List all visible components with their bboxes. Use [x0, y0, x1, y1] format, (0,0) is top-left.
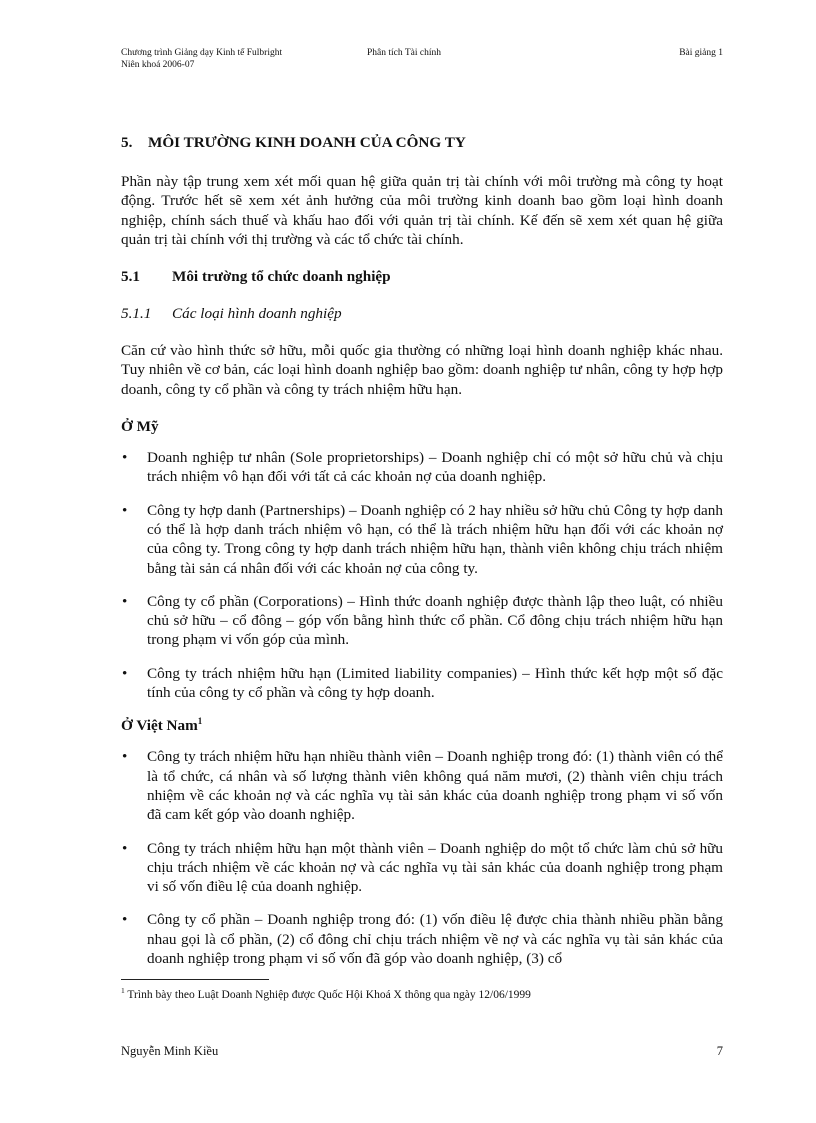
- bullet-icon: •: [122, 592, 128, 610]
- list-item-text: Công ty trách nhiệm hữu hạn nhiều thành viên – Doanh nghiệp trong đó: (1) thành viên có thể là tổ chức, cá nhân và số lượng thành viên không quá năm mươi, (2) thành viên chịu trách nhiệm về các khoản nợ và các nghĩa vụ tài sản khác của doanh nghiệp trong phạm vi số vốn đã cam kết góp vào doanh nghiệp.: [147, 748, 723, 824]
- footnote-reference[interactable]: 1: [197, 716, 203, 727]
- list-item-text: Công ty trách nhiệm hữu hạn một thành viên – Doanh nghiệp do một tổ chức làm chủ sở hữu chịu trách nhiệm về các khoản nợ và các nghĩa vụ tài sản khác của doanh nghiệp trong phạm vi số vốn điều lệ của doanh nghiệp.: [147, 839, 723, 896]
- list-item: [121, 839, 723, 897]
- page-header: [121, 47, 723, 77]
- list-item: [121, 448, 723, 487]
- subsection-heading: [121, 267, 723, 287]
- vietnam-business-types-list: [121, 747, 723, 968]
- usa-business-types-list: [121, 448, 723, 702]
- page-number: 7: [716, 1044, 723, 1058]
- page-footer: [121, 1044, 723, 1062]
- header-left: [121, 47, 282, 71]
- vietnam-heading: [121, 716, 723, 736]
- list-item: [121, 664, 723, 703]
- bullet-icon: •: [122, 911, 128, 929]
- header-academic-year: Niên khoá 2006-07: [121, 60, 195, 70]
- header-program: Chương trình Giảng dạy Kinh tế Fulbright: [121, 48, 283, 58]
- list-item: [121, 747, 723, 824]
- list-item: [121, 501, 723, 578]
- page-body: [121, 133, 723, 982]
- subsection-title: Môi trường tổ chức doanh nghiệp: [172, 268, 391, 286]
- subsubsection-intro-paragraph: Căn cứ vào hình thức sở hữu, mỗi quốc gia thường có những loại hình doanh nghiệp khác nhau. Tuy nhiên về cơ bản, các loại hình doanh nghiệp bao gồm: doanh nghiệp tư nhân, công ty hợp hợp doanh, công ty cổ phần và công ty trách nhiệm hữu hạn.: [121, 342, 723, 398]
- footnote: [121, 988, 723, 1002]
- footnote-text: Trình bày theo Luật Doanh Nghiệp được Quốc Hội Khoá X thông qua ngày 12/06/1999: [127, 989, 531, 1001]
- vietnam-heading-text: Ở Việt Nam: [121, 717, 198, 735]
- section-title: MÔI TRƯỜNG KINH DOANH CỦA CÔNG TY: [148, 134, 466, 151]
- list-item-text: Công ty hợp danh (Partnerships) – Doanh nghiệp có 2 hay nhiều sở hữu chủ Công ty hợp danh có thể là hợp danh trách nhiệm vô hạn, có thể là trách nhiệm hữu hạn đối với các khoản nợ của công ty. Trong công ty hợp danh trách nhiệm hữu hạn, thành viên không chịu trách nhiệm bằng tài sản cá nhân đối với các khoản nợ của công ty.: [147, 501, 723, 577]
- list-item-text: Công ty cổ phần (Corporations) – Hình thức doanh nghiệp được thành lập theo luật, có nhiều chủ sở hữu – cổ đông – góp vốn bằng hình thức cổ phần. Cổ đông chịu trách nhiệm hữu hạn trong phạm vi vốn góp của mình.: [147, 592, 723, 649]
- footnote-marker: 1: [121, 986, 125, 996]
- section-number: 5.: [121, 134, 133, 151]
- bullet-icon: •: [122, 748, 128, 766]
- subsubsection-number: 5.1.1: [121, 305, 152, 323]
- footer-author: Nguyễn Minh Kiều: [121, 1044, 219, 1058]
- list-item-text: Công ty trách nhiệm hữu hạn (Limited liability companies) – Hình thức kết hợp một số đặc tính của công ty cổ phần và công ty hợp doanh.: [147, 664, 723, 702]
- bullet-icon: •: [122, 501, 128, 519]
- usa-heading: Ở Mỹ: [121, 418, 159, 436]
- section-heading: [121, 133, 723, 153]
- section-intro-paragraph: Phần này tập trung xem xét mối quan hệ giữa quản trị tài chính với môi trường mà công ty hoạt động. Trước hết sẽ xem xét ảnh hưởng của môi trường kinh doanh bao gồm loại hình doanh nghiệp, chính sách thuế và khấu hao đối với quản trị tài chính. Kế đến sẽ xem xét quan hệ giữa quản trị tài chính với thị trường và các tổ chức tài chính.: [121, 173, 723, 248]
- bullet-icon: •: [122, 449, 128, 467]
- list-item-text: Doanh nghiệp tư nhân (Sole proprietorships) – Doanh nghiệp chỉ có một sở hữu chủ và chịu trách nhiệm vô hạn đối với tất cả các khoản nợ của doanh nghiệp.: [147, 449, 723, 486]
- list-item: [121, 910, 723, 968]
- subsection-number: 5.1: [121, 268, 140, 286]
- list-item-text: Công ty cổ phần – Doanh nghiệp trong đó: (1) vốn điều lệ được chia thành nhiều phần bằng nhau gọi là cổ phần, (2) cổ đông chỉ chịu trách nhiệm về nợ và các nghĩa vụ tài sản khác của doanh nghiệp trong phạm vi số vốn đã góp vào doanh nghiệp, (3) cổ: [147, 911, 723, 968]
- bullet-icon: •: [122, 839, 128, 857]
- header-course-title: Phân tích Tài chính: [367, 48, 441, 58]
- header-lecture-number: Bài giảng 1: [679, 48, 723, 58]
- bullet-icon: •: [122, 664, 128, 682]
- footnote-divider: [121, 979, 269, 980]
- subsubsection-title: Các loại hình doanh nghiệp: [172, 305, 342, 323]
- list-item: [121, 592, 723, 650]
- subsubsection-heading: [121, 304, 723, 324]
